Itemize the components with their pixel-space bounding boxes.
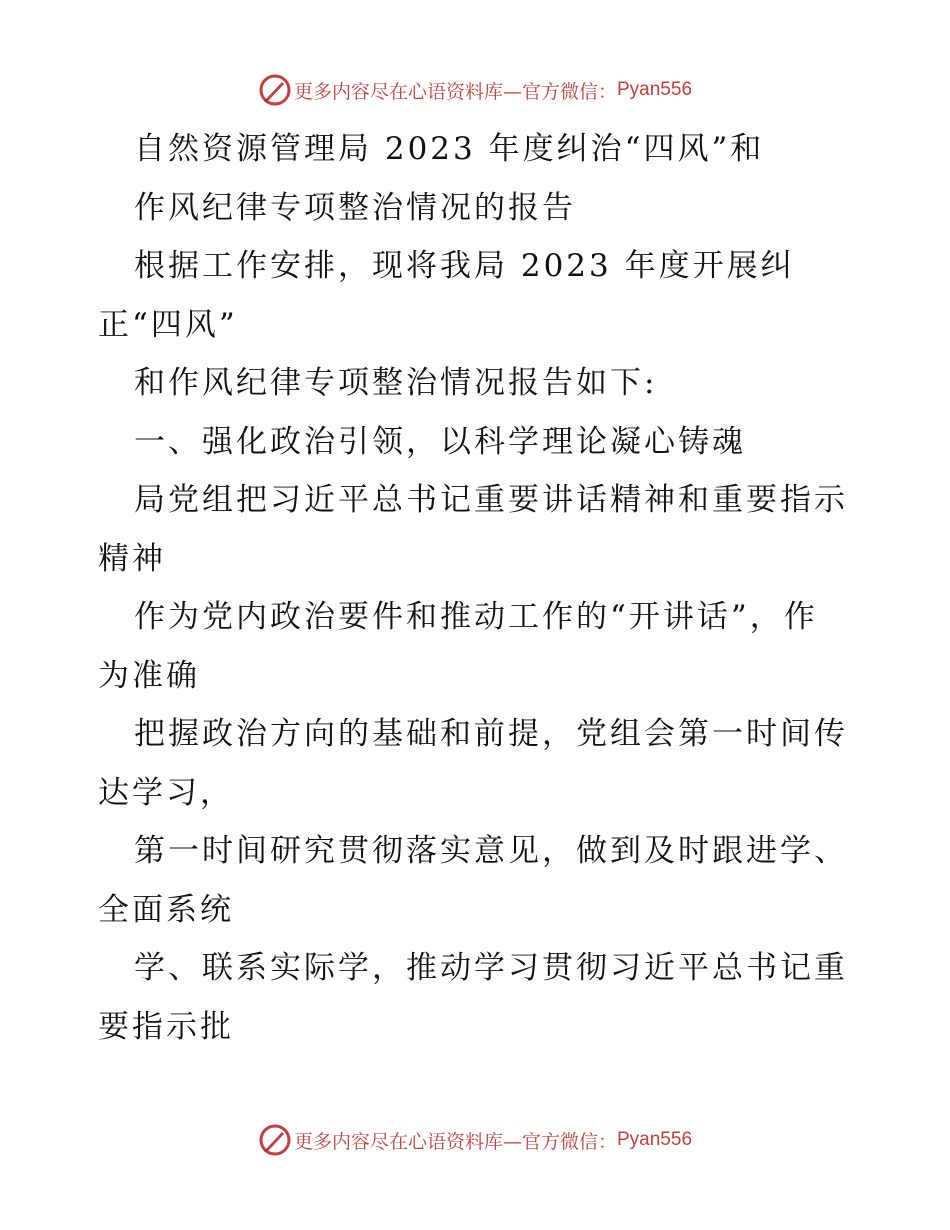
section-heading: 一、强化政治引领，以科学理论凝心铸魂 xyxy=(134,423,746,460)
footer-watermark xyxy=(0,1120,950,1160)
paragraph-line: 第一时间研究贯彻落实意见，做到及时跟进学、 xyxy=(134,833,848,869)
paragraph-line: 为准确 xyxy=(98,657,200,694)
paragraph-line: 把握政治方向的基础和前提，党组会第一时间传 xyxy=(134,716,848,752)
title-line-2: 作风纪律专项整治情况的报告 xyxy=(134,189,576,226)
document-body xyxy=(98,120,858,1056)
watermark-account: Pyan556 xyxy=(617,1129,693,1150)
watermark-text: 更多内容尽在心语资料库—官方微信： xyxy=(293,1130,617,1153)
paragraph-line: 和作风纪律专项整治情况报告如下: xyxy=(134,365,658,401)
paragraph-line: 作为党内政治要件和推动工作的“开讲话”，作 xyxy=(134,599,818,635)
paragraph-line: 精神 xyxy=(98,540,166,577)
paragraph-line: 全面系统 xyxy=(98,891,234,928)
quill-logo-icon xyxy=(258,73,292,107)
paragraph-line: 局党组把习近平总书记重要讲话精神和重要指示 xyxy=(134,482,848,518)
watermark-text: 更多内容尽在心语资料库—官方微信： xyxy=(293,80,617,103)
paragraph-line: 根据工作安排，现将我局 2023 年度开展纠 xyxy=(134,248,795,284)
paragraph-line: 学、联系实际学，推动学习贯彻习近平总书记重 xyxy=(134,950,848,986)
paragraph-line: 正“四风” xyxy=(98,306,238,343)
paragraph-line: 要指示批 xyxy=(98,1008,234,1045)
watermark-account: Pyan556 xyxy=(617,79,693,100)
paragraph-line: 达学习， xyxy=(98,774,234,811)
quill-logo-icon xyxy=(258,1123,292,1157)
header-watermark xyxy=(0,70,950,110)
title-line-1: 自然资源管理局 2023 年度纠治“四风”和 xyxy=(134,131,765,167)
